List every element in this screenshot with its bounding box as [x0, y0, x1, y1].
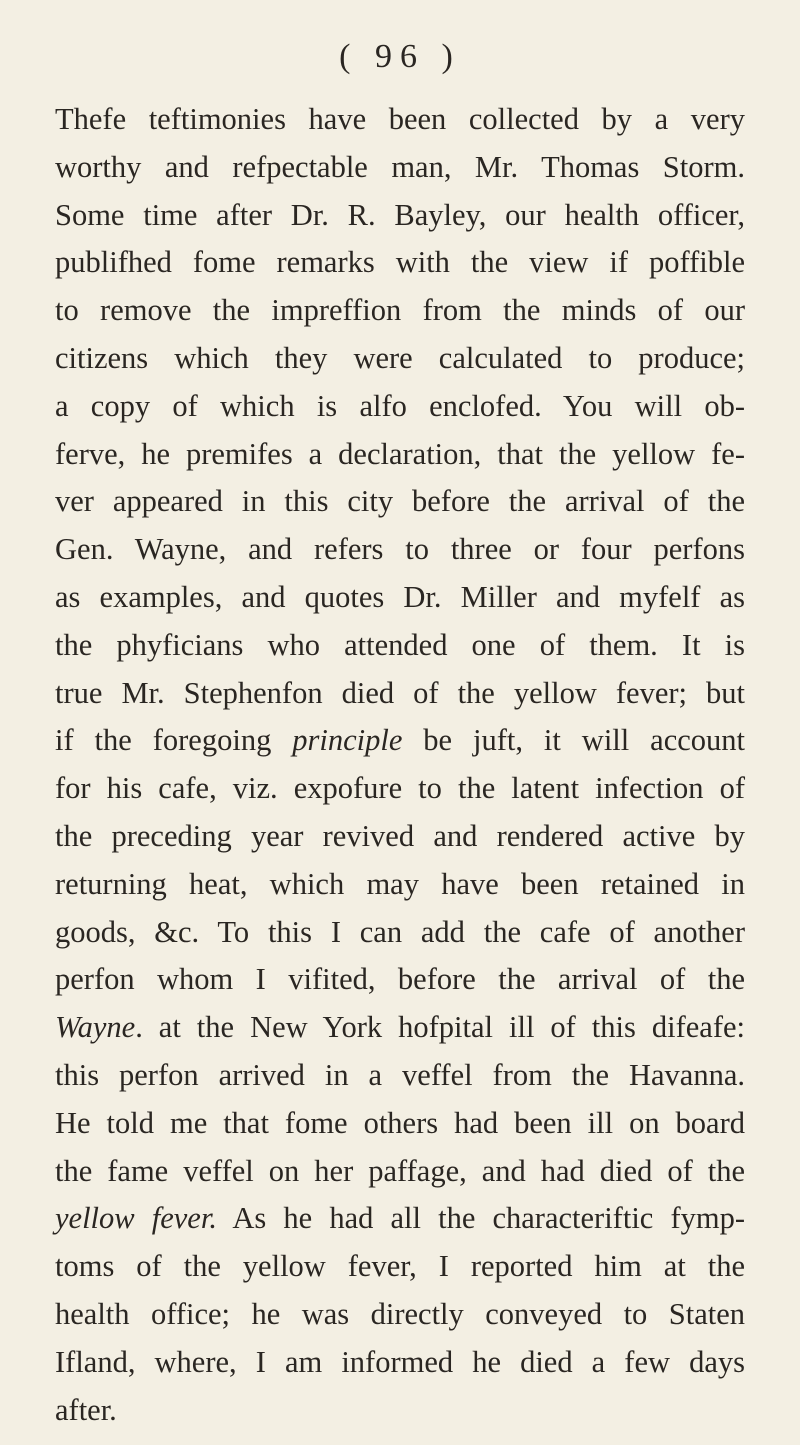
text-run: As he had all the characteriftic fymp-	[216, 1201, 745, 1236]
text-line: as examples, and quotes Dr. Miller and myfelf as	[55, 579, 745, 614]
text-line-mixed	[55, 1195, 745, 1243]
text-line: citizens which they were calculated to produce;	[55, 340, 745, 375]
italic-term: principle	[292, 723, 403, 758]
text-line-last: after.	[55, 1392, 117, 1427]
text-line: true Mr. Stephenfon died of the yellow fever; but	[55, 675, 745, 710]
text-line: worthy and refpectable man, Mr. Thomas Storm.	[55, 149, 745, 184]
text-line: Gen. Wayne, and refers to three or four perfons	[55, 532, 745, 567]
text-line: toms of the yellow fever, I reported him at the	[55, 1249, 745, 1284]
text-line: the preceding year revived and rendered active by	[55, 818, 745, 853]
text-line-mixed	[55, 717, 745, 765]
text-line: Ifland, where, I am informed he died a few days	[55, 1344, 745, 1379]
text-line: health office; he was directly conveyed to Staten	[55, 1296, 745, 1331]
text-line: a copy of which is alfo enclofed. You will ob-	[55, 388, 745, 423]
body-text	[55, 96, 745, 1434]
italic-term: yellow fever.	[55, 1201, 217, 1236]
text-line: perfon whom I vifited, before the arrival of the	[55, 962, 745, 997]
text-line: publifhed fome remarks with the view if poffible	[55, 245, 745, 280]
text-line: goods, &c. To this I can add the cafe of another	[55, 914, 745, 949]
text-line: for his cafe, viz. expofure to the latent infection of	[55, 771, 745, 806]
text-line: the fame veffel on her paffage, and had died of the	[55, 1153, 745, 1188]
text-line: the phyficians who attended one of them. It is	[55, 627, 745, 662]
italic-ship-name: Wayne	[55, 1010, 136, 1045]
text-line: Some time after Dr. R. Bayley, our health officer,	[55, 197, 745, 232]
text-run: . at the New York hofpital ill of this difeafe:	[135, 1010, 745, 1045]
text-line: ferve, he premifes a declaration, that the yellow fe-	[55, 436, 745, 471]
text-run: be juft, it will account	[402, 723, 746, 758]
text-line: returning heat, which may have been retained in	[55, 866, 745, 901]
text-line: He told me that fome others had been ill on board	[55, 1105, 745, 1140]
text-line-mixed	[55, 1004, 745, 1052]
text-line: Thefe teftimonies have been collected by a very	[55, 102, 745, 136]
text-line: to remove the impreffion from the minds of our	[55, 293, 745, 328]
text-run: if the foregoing	[55, 723, 293, 758]
page-number: ( 96 )	[339, 38, 461, 75]
text-line: this perfon arrived in a veffel from the Havanna.	[55, 1057, 745, 1092]
text-line: ver appeared in this city before the arrival of the	[55, 484, 745, 519]
